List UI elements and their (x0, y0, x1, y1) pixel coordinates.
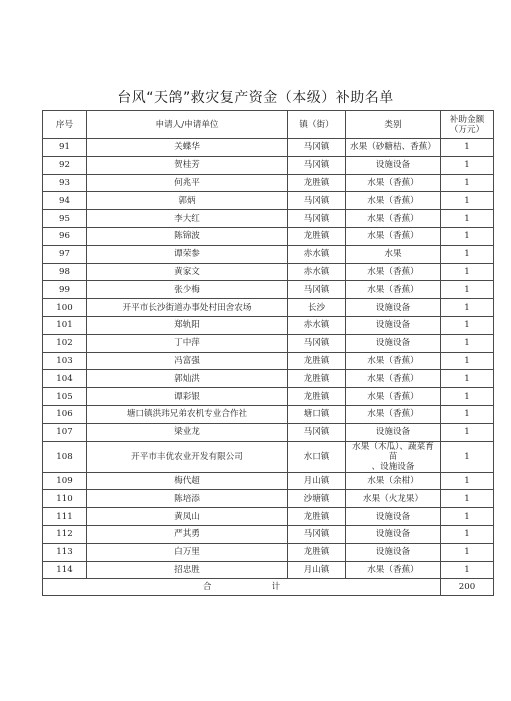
row-town: 马冈镇 (288, 210, 346, 228)
row-no: 91 (43, 139, 87, 157)
total-amount: 200 (441, 579, 494, 596)
grant-table (42, 110, 494, 596)
row-category: 水果（香蕉） (346, 370, 441, 388)
row-category: 设施设备 (346, 299, 441, 317)
row-amount: 1 (441, 423, 494, 441)
row-name: 陈锦波 (87, 227, 288, 245)
row-town: 赤水镇 (288, 263, 346, 281)
row-category: 设施设备 (346, 525, 441, 543)
row-category: 水果（香蕉） (346, 281, 441, 299)
row-category: 设施设备 (346, 156, 441, 174)
table-row (43, 472, 494, 490)
row-amount: 1 (441, 525, 494, 543)
row-no: 99 (43, 281, 87, 299)
table-row (43, 543, 494, 561)
row-town: 马冈镇 (288, 139, 346, 157)
table-row (43, 388, 494, 406)
table-row (43, 227, 494, 245)
row-category-line1: 水果（木瓜）、蔬菜育苗 (352, 441, 434, 462)
row-amount: 1 (441, 156, 494, 174)
row-no: 107 (43, 423, 87, 441)
row-no: 102 (43, 334, 87, 352)
row-name: 郭灿洪 (87, 370, 288, 388)
header-amount (441, 111, 494, 139)
row-town: 龙胜镇 (288, 543, 346, 561)
table-row (43, 370, 494, 388)
row-town: 马冈镇 (288, 334, 346, 352)
row-town: 龙胜镇 (288, 370, 346, 388)
header-town: 镇（街） (288, 111, 346, 139)
row-amount: 1 (441, 299, 494, 317)
row-name: 严其勇 (87, 525, 288, 543)
row-amount: 1 (441, 227, 494, 245)
row-name: 谭彩银 (87, 388, 288, 406)
row-category: 水果（香蕉） (346, 210, 441, 228)
row-town: 塘口镇 (288, 405, 346, 423)
header-name: 申请人/申请单位 (87, 111, 288, 139)
header-no: 序号 (43, 111, 87, 139)
row-name: 何兆平 (87, 174, 288, 192)
row-amount: 1 (441, 334, 494, 352)
row-name: 塘口镇洪玮兄弟农机专业合作社 (87, 405, 288, 423)
row-no: 98 (43, 263, 87, 281)
row-amount: 1 (441, 263, 494, 281)
row-category: 设施设备 (346, 543, 441, 561)
row-category: 水果（砂糖桔、香蕉） (346, 139, 441, 157)
row-name: 郑轨阳 (87, 316, 288, 334)
row-amount: 1 (441, 245, 494, 263)
row-no: 95 (43, 210, 87, 228)
table-row (43, 210, 494, 228)
table-row (43, 263, 494, 281)
row-town: 龙胜镇 (288, 388, 346, 406)
row-amount: 1 (441, 352, 494, 370)
row-name: 冯富强 (87, 352, 288, 370)
row-name: 梁业龙 (87, 423, 288, 441)
row-category: 水果（香蕉） (346, 263, 441, 281)
row-no: 111 (43, 508, 87, 526)
row-category: 水果（香蕉） (346, 174, 441, 192)
total-label-1: 合 (202, 582, 212, 593)
row-category: 设施设备 (346, 423, 441, 441)
table-row (43, 423, 494, 441)
row-category: 水果（香蕉） (346, 352, 441, 370)
table-row (43, 561, 494, 579)
total-label (43, 579, 441, 596)
table-row (43, 508, 494, 526)
row-town: 沙塘镇 (288, 490, 346, 508)
row-name: 贺桂芳 (87, 156, 288, 174)
row-town: 马冈镇 (288, 423, 346, 441)
row-no: 109 (43, 472, 87, 490)
row-town: 龙胜镇 (288, 174, 346, 192)
row-amount: 1 (441, 316, 494, 334)
row-no: 108 (43, 441, 87, 472)
row-town: 马冈镇 (288, 281, 346, 299)
table-row (43, 192, 494, 210)
row-amount: 1 (441, 192, 494, 210)
row-town: 长沙 (288, 299, 346, 317)
row-amount: 1 (441, 405, 494, 423)
row-town: 月山镇 (288, 561, 346, 579)
table-header-row (43, 111, 494, 139)
row-category: 水果（余柑） (346, 472, 441, 490)
row-category: 水果（香蕉） (346, 227, 441, 245)
row-category: 水果（香蕉） (346, 561, 441, 579)
table-row (43, 281, 494, 299)
table-row (43, 441, 494, 472)
row-town: 赤水镇 (288, 245, 346, 263)
row-no: 105 (43, 388, 87, 406)
row-name: 丁中萍 (87, 334, 288, 352)
row-name: 招忠胜 (87, 561, 288, 579)
row-amount: 1 (441, 561, 494, 579)
row-amount: 1 (441, 174, 494, 192)
page-title: 台风“天鸽”救灾复产资金（本级）补助名单 (117, 90, 394, 106)
row-no: 94 (43, 192, 87, 210)
row-town: 月山镇 (288, 472, 346, 490)
row-no: 114 (43, 561, 87, 579)
table-row (43, 245, 494, 263)
row-amount: 1 (441, 210, 494, 228)
row-no: 110 (43, 490, 87, 508)
table-row (43, 139, 494, 157)
row-name: 黄家文 (87, 263, 288, 281)
row-amount: 1 (441, 388, 494, 406)
row-category (346, 441, 441, 472)
row-name: 郭炳 (87, 192, 288, 210)
header-category: 类别 (346, 111, 441, 139)
row-name: 黄凤山 (87, 508, 288, 526)
row-category: 水果（香蕉） (346, 388, 441, 406)
row-no: 101 (43, 316, 87, 334)
row-category: 水果 (346, 245, 441, 263)
row-category-line2: 、设施设备 (371, 461, 415, 472)
table-row (43, 490, 494, 508)
row-no: 92 (43, 156, 87, 174)
row-amount: 1 (441, 490, 494, 508)
row-no: 112 (43, 525, 87, 543)
row-name: 梅代超 (87, 472, 288, 490)
row-no: 113 (43, 543, 87, 561)
row-amount: 1 (441, 370, 494, 388)
total-label-2: 计 (271, 582, 281, 593)
row-amount: 1 (441, 508, 494, 526)
row-category: 水果（火龙果） (346, 490, 441, 508)
row-amount: 1 (441, 139, 494, 157)
table-row (43, 174, 494, 192)
row-category: 设施设备 (346, 508, 441, 526)
row-no: 97 (43, 245, 87, 263)
row-no: 104 (43, 370, 87, 388)
total-row (43, 579, 494, 596)
header-amount-line1: 补助金额 (449, 114, 485, 125)
header-amount-line2: （万元） (449, 124, 485, 135)
row-no: 106 (43, 405, 87, 423)
row-town: 马冈镇 (288, 525, 346, 543)
row-town: 龙胜镇 (288, 352, 346, 370)
row-town: 赤水镇 (288, 316, 346, 334)
row-category: 设施设备 (346, 316, 441, 334)
row-name: 李大红 (87, 210, 288, 228)
row-name: 陈培添 (87, 490, 288, 508)
table-row (43, 352, 494, 370)
row-name: 谭荣参 (87, 245, 288, 263)
row-no: 103 (43, 352, 87, 370)
row-town: 水口镇 (288, 441, 346, 472)
row-no: 96 (43, 227, 87, 245)
row-category: 水果（香蕉） (346, 405, 441, 423)
row-amount: 1 (441, 472, 494, 490)
row-name: 关蝶华 (87, 139, 288, 157)
row-no: 100 (43, 299, 87, 317)
row-town: 马冈镇 (288, 192, 346, 210)
row-town: 马冈镇 (288, 156, 346, 174)
row-town: 龙胜镇 (288, 508, 346, 526)
table-row (43, 316, 494, 334)
row-name: 开平市长沙街道办事处村田舍农场 (87, 299, 288, 317)
row-town: 龙胜镇 (288, 227, 346, 245)
table-row (43, 525, 494, 543)
table-row (43, 334, 494, 352)
row-amount: 1 (441, 441, 494, 472)
row-name: 开平市丰优农业开发有限公司 (87, 441, 288, 472)
row-amount: 1 (441, 543, 494, 561)
table-row (43, 299, 494, 317)
row-category: 水果（香蕉） (346, 192, 441, 210)
row-no: 93 (43, 174, 87, 192)
row-amount: 1 (441, 281, 494, 299)
table-row (43, 405, 494, 423)
table-row (43, 156, 494, 174)
row-category: 设施设备 (346, 334, 441, 352)
row-name: 张少梅 (87, 281, 288, 299)
row-name: 白万里 (87, 543, 288, 561)
